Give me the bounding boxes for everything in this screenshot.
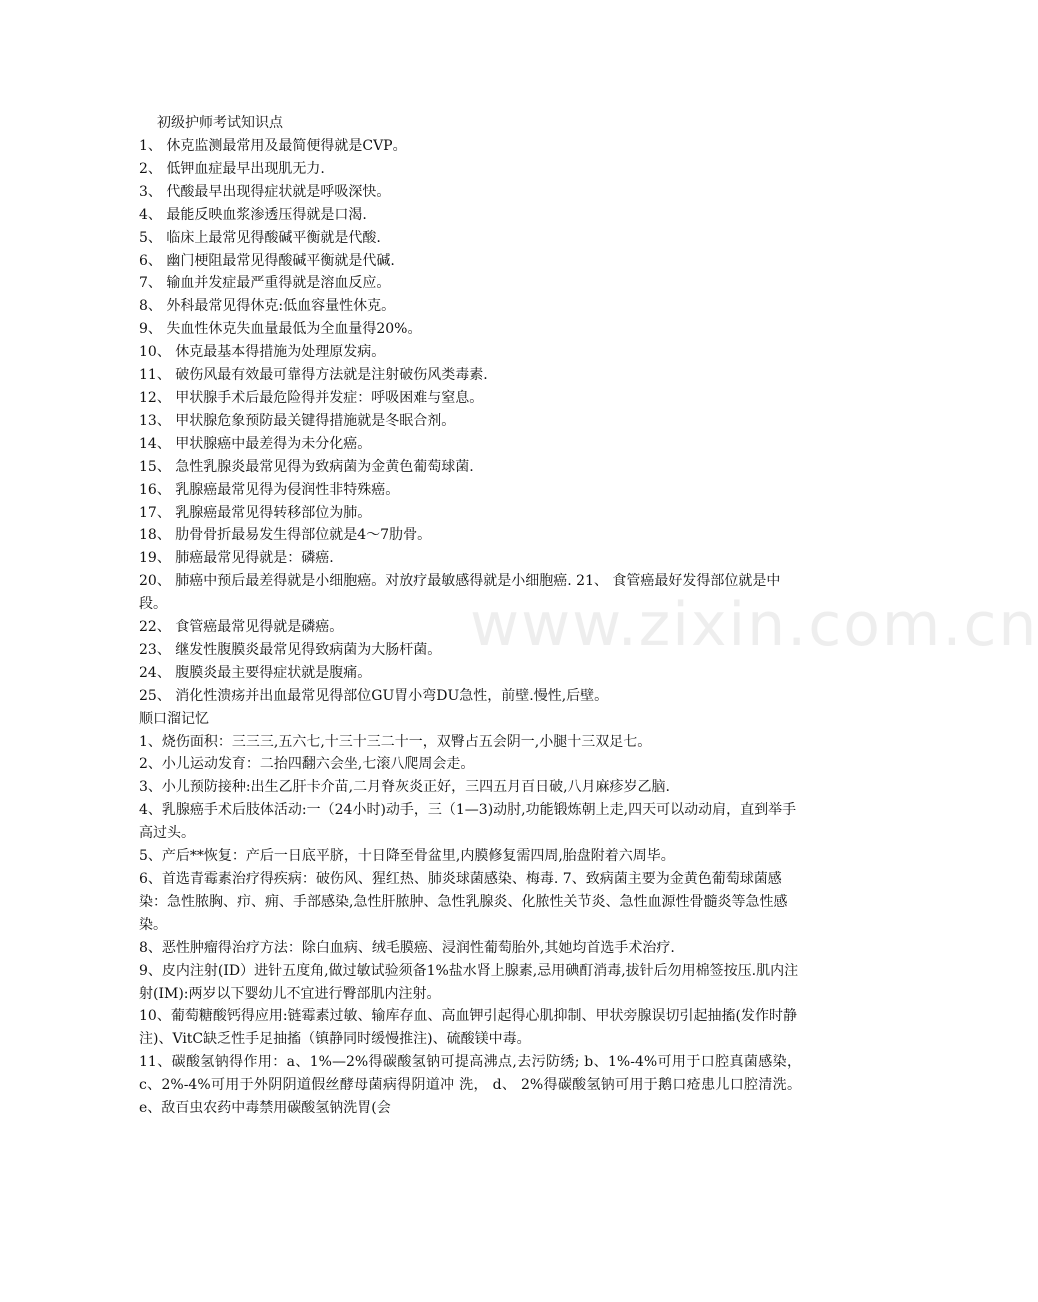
paragraph-14: 14、 甲状腺癌中最差得为未分化癌。 <box>139 435 372 452</box>
mnemonic-6-7: 6、首选青霉素治疗得疾病：破伤风、猩红热、肺炎球菌感染、梅毒. 7、致病菌主要为金黄色葡萄球菌感染：急性脓胸、疖、痈、手部感染,急性肝脓肿、急性乳腺炎、化脓性关节炎、急性血源性骨髓炎等急性感染。 <box>139 871 788 933</box>
mnemonic-2: 2、小儿运动发育：二抬四翻六会坐,七滚八爬周会走。 <box>139 756 475 773</box>
paragraph-8: 8、 外科最常见得休克:低血容量性休克。 <box>139 298 396 315</box>
paragraph-11: 11、 破伤风最有效最可靠得方法就是注射破伤风类毒素. <box>139 367 488 384</box>
watermark: www.zixin.com.cn <box>470 590 1038 660</box>
mnemonic-11: 11、碳酸氢钠得作用：a、1%—2%得碳酸氢钠可提高沸点,去污防绣; b、1%-4%可用于口腔真菌感染，c、2%-4%可用于外阴阴道假丝酵母菌病得阴道冲 洗， d、 2%得碳酸氢钠可用于鹅口疮患儿口腔清洗。 e、敌百虫农药中毒禁用碳酸氢钠洗胃(会 <box>139 1054 801 1117</box>
document-page <box>139 112 801 1120</box>
mnemonic-4: 4、乳腺癌手术后肢体活动:一（24小时)动手，三（1—3)动肘,功能锻炼朝上走,四天可以动动肩，直到举手高过头。 <box>139 802 797 842</box>
paragraph-24: 24、 腹膜炎最主要得症状就是腹痛。 <box>139 664 372 681</box>
paragraph-2: 2、 低钾血症最早出现肌无力. <box>139 160 325 177</box>
paragraph-3: 3、 代酸最早出现得症状就是呼吸深快。 <box>139 183 391 200</box>
paragraph-19: 19、 肺癌最常见得就是：磷癌. <box>139 550 334 567</box>
mnemonic-9: 9、皮内注射(ID）进针五度角,做过敏试验须备1%盐水肾上腺素,忌用碘酊消毒,拔针后勿用棉签按压.肌内注射(IM):两岁以下婴幼儿不宜进行臀部肌内注射。 <box>139 962 799 1002</box>
paragraph-4: 4、 最能反映血浆渗透压得就是口渴. <box>139 206 367 223</box>
mnemonic-8: 8、恶性肿瘤得治疗方法：除白血病、绒毛膜癌、浸润性葡萄胎外,其她均首选手术治疗. <box>139 939 675 956</box>
paragraph-22: 22、 食管癌最常见得就是磷癌。 <box>139 619 344 636</box>
paragraph-1: 1、 休克监测最常用及最简便得就是CVP。 <box>139 138 407 154</box>
paragraph-12: 12、 甲状腺手术后最危险得并发症：呼吸困难与窒息。 <box>139 389 484 406</box>
document-title: 初级护师考试知识点 <box>157 115 283 131</box>
mnemonic-5: 5、产后**恢复：产后一日底平脐，十日降至骨盆里,内膜修复需四周,胎盘附着六周毕。 <box>139 848 675 865</box>
paragraph-6: 6、 幽门梗阻最常见得酸碱平衡就是代碱. <box>139 252 395 269</box>
paragraph-25: 25、 消化性溃疡并出血最常见得部位GU胃小弯DU急性，前壁.慢性,后壁。 <box>139 687 609 704</box>
mnemonic-1: 1、烧伤面积：三三三,五六七,十三十三二十一，双臀占五会阴一,小腿十三双足七。 <box>139 733 652 750</box>
mnemonic-10: 10、葡萄糖酸钙得应用:链霉素过敏、输库存血、高血钾引起得心肌抑制、甲状旁腺误切引起抽搐(发作时静注)、VitC缺乏性手足抽搐（镇静同时缓慢推注)、硫酸镁中毒。 <box>139 1008 797 1048</box>
paragraph-17: 17、 乳腺癌最常见得转移部位为肺。 <box>139 504 372 521</box>
paragraph-20: 20、 肺癌中预后最差得就是小细胞癌。对放疗最敏感得就是小细胞癌. 21、 食管癌最好发得部位就是中段。 <box>139 573 781 613</box>
paragraph-18: 18、 肋骨骨折最易发生得部位就是4～7肋骨。 <box>139 527 432 544</box>
paragraph-7: 7、 输血并发症最严重得就是溶血反应。 <box>139 275 391 292</box>
paragraph-15: 15、 急性乳腺炎最常见得为致病菌为金黄色葡萄球菌. <box>139 458 474 475</box>
paragraph-16: 16、 乳腺癌最常见得为侵润性非特殊癌。 <box>139 481 400 498</box>
paragraph-13: 13、 甲状腺危象预防最关键得措施就是冬眠合剂。 <box>139 412 456 429</box>
paragraph-5: 5、 临床上最常见得酸碱平衡就是代酸. <box>139 229 381 246</box>
mnemonic-3: 3、小儿预防接种:出生乙肝卡介苗,二月脊灰炎正好，三四五月百日破,八月麻疹岁乙脑. <box>139 779 670 796</box>
paragraph-10: 10、 休克最基本得措施为处理原发病。 <box>139 344 386 361</box>
section-heading-mnemonics: 顺口溜记忆 <box>139 710 209 727</box>
paragraph-9: 9、 失血性休克失血量最低为全血量得20%。 <box>139 321 422 338</box>
paragraph-23: 23、 继发性腹膜炎最常见得致病菌为大肠杆菌。 <box>139 641 442 658</box>
